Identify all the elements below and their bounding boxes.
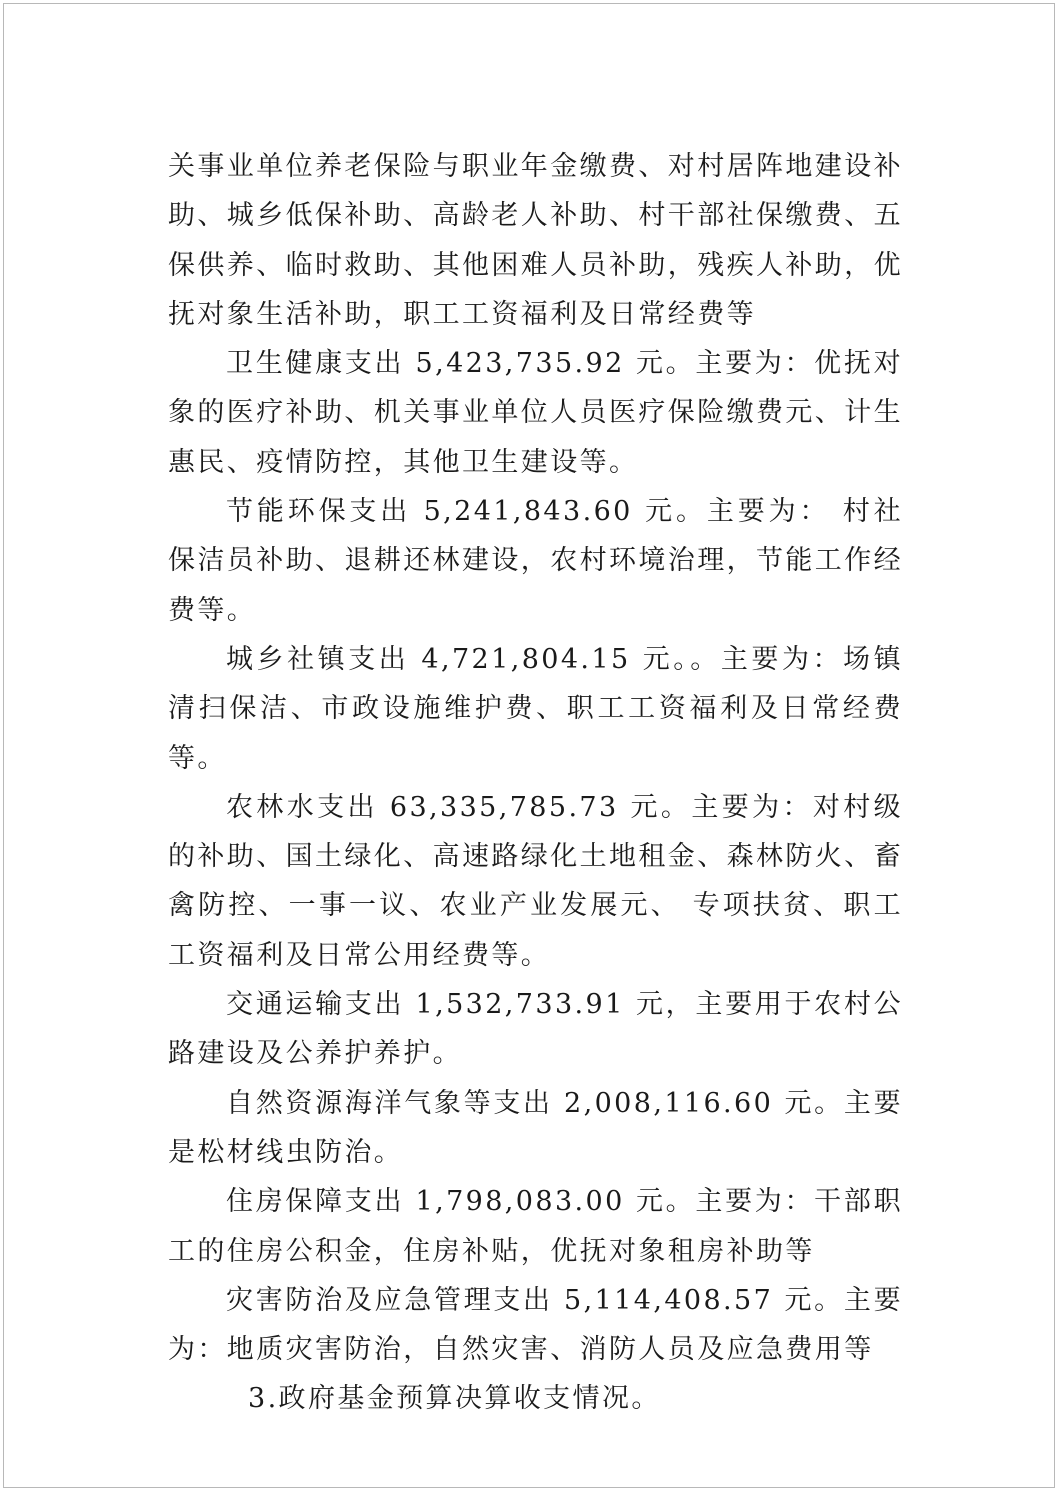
paragraph-environment: 节能环保支出 5,241,843.60 元。主要为： 村社保洁员补助、退耕还林建设，农村环境治理，节能工作经费等。 — [168, 496, 903, 626]
paragraph-social-security: 关事业单位养老保险与职业年金缴费、对村居阵地建设补助、城乡低保补助、高龄老人补助、村干部社保缴费、五保供养、临时救助、其他困难人员补助，残疾人补助，优抚对象生活补助，职工工资福利及日常经费等 — [168, 151, 903, 330]
paragraph-urban-rural: 城乡社镇支出 4,721,804.15 元。。主要为：场镇清扫保洁、市政设施维护费、职工工资福利及日常经费等。 — [168, 643, 903, 774]
paragraph-disaster: 灾害防治及应急管理支出 5,114,408.57 元。主要为：地质灾害防治，自然灾害、消防人员及应急费用等 — [168, 1284, 903, 1366]
paragraph-natural-resources: 自然资源海洋气象等支出 2,008,116.60 元。主要是松材线虫防治。 — [168, 1087, 903, 1168]
paragraph-health: 卫生健康支出 5,423,735.92 元。主要为：优抚对象的医疗补助、机关事业单位人员医疗保险缴费元、计生惠民、疫情防控，其他卫生建设等。 — [168, 348, 903, 478]
section-heading-government-fund: 3.政府基金预算决算收支情况。 — [248, 1383, 661, 1415]
paragraph-agriculture: 农林水支出 63,335,785.73 元。主要为：对村级的补助、国土绿化、高速路绿化土地租金、森林防火、畜禽防控、一事一议、农业产业发展元、 专项扶贫、职工工资福利及日常公用经费等。 — [168, 791, 903, 971]
paragraph-transport: 交通运输支出 1,532,733.91 元，主要用于农村公路建设及公养护养护。 — [168, 989, 903, 1070]
paragraph-housing: 住房保障支出 1,798,083.00 元。主要为：干部职工的住房公积金，住房补贴，优抚对象租房补助等 — [168, 1186, 903, 1267]
document-body — [168, 142, 903, 1424]
document-page — [3, 3, 1055, 1488]
